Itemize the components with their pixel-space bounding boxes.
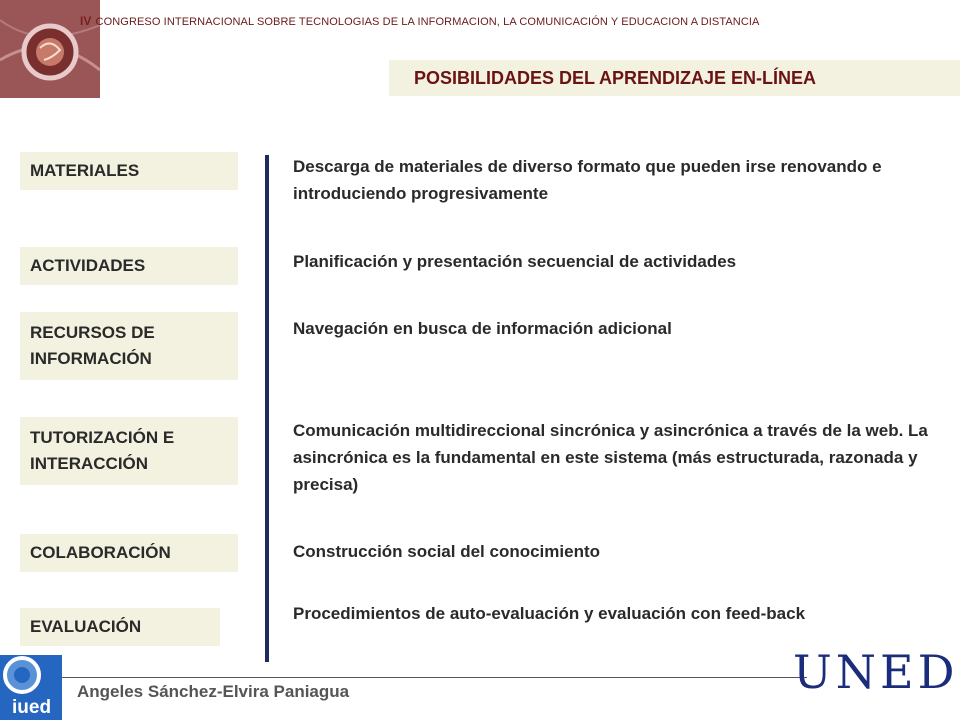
label-materiales: MATERIALES [20, 152, 238, 190]
label-tutorizacion-text: TUTORIZACIÓN E INTERACCIÓN [30, 428, 175, 473]
author-name: Angeles Sánchez-Elvira Paniagua [77, 682, 350, 701]
congress-header [80, 14, 759, 28]
desc-recursos: Navegación en busca de información adicional [293, 319, 672, 338]
desc-evaluacion: Procedimientos de auto-evaluación y evaluación con feed-back [293, 604, 806, 623]
label-recursos [20, 312, 238, 380]
title-banner [389, 60, 960, 96]
footer-rule [62, 677, 807, 678]
desc-materiales: Descarga de materiales de diverso formato que pueden irse renovando e introduciendo progresivamente [293, 157, 882, 203]
label-actividades: ACTIVIDADES [20, 247, 238, 285]
page-title: POSIBILIDADES DEL APRENDIZAJE EN-LÍNEA [414, 68, 817, 88]
label-evaluacion: EVALUACIÓN [20, 608, 220, 646]
desc-colaboracion: Construcción social del conocimiento [293, 542, 600, 561]
desc-actividades: Planificación y presentación secuencial de actividades [293, 252, 737, 271]
iued-logo [0, 655, 62, 720]
desc-tutorizacion: Comunicación multidireccional sincrónica y asincrónica a través de la web. La asincrónica es la fundamental en este sistema (más estructurada, razonada y precisa) [293, 421, 928, 494]
iued-logo-text: iued [12, 697, 52, 718]
congress-name: CONGRESO INTERNACIONAL SOBRE TECNOLOGIAS DE LA INFORMACION, LA COMUNICACIÓN Y EDUCACION A DISTANCIA [95, 16, 760, 28]
label-tutorizacion [20, 417, 238, 485]
label-colaboracion: COLABORACIÓN [20, 534, 238, 572]
label-recursos-text: RECURSOS DE INFORMACIÓN [30, 323, 155, 368]
uned-logo: UNED [793, 645, 959, 699]
divider-line [265, 155, 269, 662]
congress-edition: IV [80, 14, 92, 28]
